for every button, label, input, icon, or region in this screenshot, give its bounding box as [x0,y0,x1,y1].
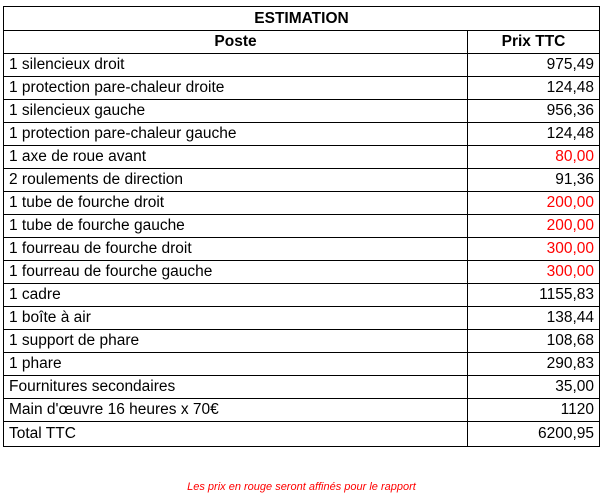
row-label: 1 protection pare-chaleur gauche [4,123,468,146]
table-row [4,238,600,261]
table-row [4,54,600,77]
table-title: ESTIMATION [4,7,600,31]
table-row [4,307,600,330]
total-price: 6200,95 [468,422,600,447]
table-row [4,146,600,169]
row-price: 35,00 [468,376,600,399]
table-row [4,353,600,376]
footnote: Les prix en rouge seront affinés pour le rapport [187,481,416,493]
row-price: 124,48 [468,123,600,146]
row-price: 200,00 [468,215,600,238]
table-row [4,215,600,238]
row-price: 956,36 [468,100,600,123]
row-price: 124,48 [468,77,600,100]
row-label: 1 boîte à air [4,307,468,330]
row-label: 1 tube de fourche droit [4,192,468,215]
row-label: 1 silencieux gauche [4,100,468,123]
row-label: 1 silencieux droit [4,54,468,77]
row-label: 1 phare [4,353,468,376]
row-label: 1 fourreau de fourche gauche [4,261,468,284]
row-label: 1 tube de fourche gauche [4,215,468,238]
table-body [4,54,600,422]
header-row [4,31,600,54]
table-row [4,376,600,399]
table-row [4,330,600,353]
row-price: 1120 [468,399,600,422]
row-label: 1 axe de roue avant [4,146,468,169]
row-price: 975,49 [468,54,600,77]
row-label: Main d'œuvre 16 heures x 70€ [4,399,468,422]
row-price: 1155,83 [468,284,600,307]
header-poste: Poste [4,31,468,54]
header-prix: Prix TTC [468,31,600,54]
row-label: 1 fourreau de fourche droit [4,238,468,261]
row-label: 1 support de phare [4,330,468,353]
row-label: Fournitures secondaires [4,376,468,399]
table-row [4,399,600,422]
table-row [4,284,600,307]
estimation-table [3,6,600,447]
total-row [4,422,600,447]
row-price: 300,00 [468,238,600,261]
table-row [4,77,600,100]
row-price: 200,00 [468,192,600,215]
table-row [4,100,600,123]
row-price: 80,00 [468,146,600,169]
row-price: 300,00 [468,261,600,284]
row-label: 2 roulements de direction [4,169,468,192]
row-label: 1 protection pare-chaleur droite [4,77,468,100]
row-label: 1 cadre [4,284,468,307]
row-price: 91,36 [468,169,600,192]
total-label: Total TTC [4,422,468,447]
table-row [4,169,600,192]
title-row [4,7,600,31]
row-price: 290,83 [468,353,600,376]
table-row [4,192,600,215]
row-price: 138,44 [468,307,600,330]
row-price: 108,68 [468,330,600,353]
table-row [4,261,600,284]
table-row [4,123,600,146]
